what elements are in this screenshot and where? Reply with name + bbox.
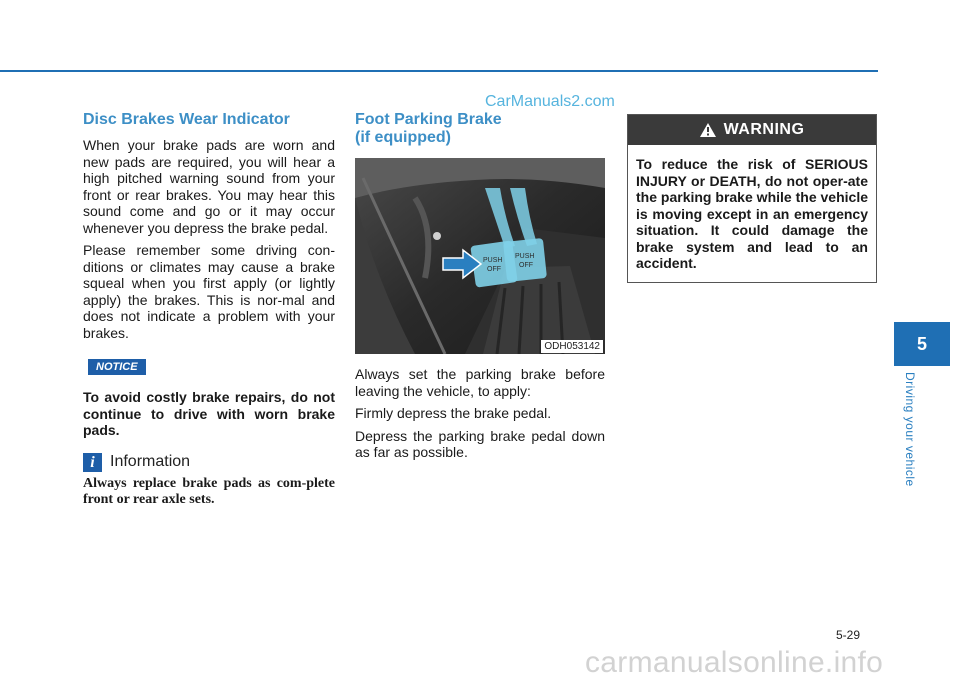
disc-brakes-paragraph-1: When your brake pads are worn and new pads are required, you will hear a high pitched warning sound from your front or rear brakes. You may hear this sound come and go or it may occur whenever you depress the brake pedal. bbox=[83, 137, 335, 236]
info-icon: i bbox=[83, 453, 102, 472]
information-text: Always replace brake pads as com-plete front or rear axle sets. bbox=[83, 475, 335, 507]
parking-brake-paragraph-1: Always set the parking brake before leaving the vehicle, to apply: bbox=[355, 366, 605, 399]
parking-brake-paragraph-2: Firmly depress the brake pedal. bbox=[355, 405, 552, 421]
chapter-number-tab: 5 bbox=[894, 322, 950, 366]
warning-triangle-icon bbox=[700, 123, 716, 137]
information-header bbox=[83, 453, 335, 472]
page-number: 5-29 bbox=[836, 628, 861, 642]
parking-brake-heading bbox=[355, 111, 605, 147]
disc-brakes-paragraph-2: Please remember some driving con-ditions or climates may cause a brake squeal when you first apply (or lightly apply) the brakes. This is nor-mal and does not indicate a problem with your brakes. bbox=[83, 242, 335, 341]
watermark-bottom: carmanualsonline.info bbox=[585, 646, 884, 679]
photo-reference-code: ODH053142 bbox=[541, 340, 603, 353]
svg-text:OFF: OFF bbox=[519, 262, 533, 269]
header-rule bbox=[0, 70, 878, 72]
disc-brakes-heading: Disc Brakes Wear Indicator bbox=[83, 111, 290, 128]
notice-badge: NOTICE bbox=[88, 359, 146, 375]
warning-header bbox=[628, 115, 876, 145]
svg-text:OFF: OFF bbox=[487, 266, 501, 273]
parking-brake-paragraph-3: Depress the parking brake pedal down as far as possible. bbox=[355, 427, 605, 460]
column-disc-brakes bbox=[83, 111, 335, 508]
svg-text:PUSH: PUSH bbox=[515, 253, 535, 260]
chapter-title: Driving your vehicle bbox=[903, 372, 917, 487]
parking-brake-heading-line2: (if equipped) bbox=[355, 129, 451, 146]
column-foot-parking-brake bbox=[355, 111, 605, 467]
svg-text:PUSH: PUSH bbox=[483, 257, 503, 264]
warning-title: WARNING bbox=[723, 121, 805, 138]
parking-brake-photo bbox=[355, 158, 605, 354]
parking-brake-pedal-illustration bbox=[355, 158, 605, 354]
notice-text: To avoid costly brake repairs, do not continue to drive with worn brake pads. bbox=[83, 389, 335, 438]
information-title: Information bbox=[110, 453, 191, 470]
column-warning bbox=[627, 114, 877, 283]
watermark-top: CarManuals2.com bbox=[485, 93, 615, 110]
parking-brake-heading-line1: Foot Parking Brake bbox=[355, 111, 502, 128]
warning-text: To reduce the risk of SERIOUS INJURY or DEATH, do not oper-ate the parking brake while the vehicle is moving except in an emergency situation. It could damage the brake system and lead to an accident. bbox=[636, 156, 868, 271]
warning-box bbox=[627, 114, 877, 283]
